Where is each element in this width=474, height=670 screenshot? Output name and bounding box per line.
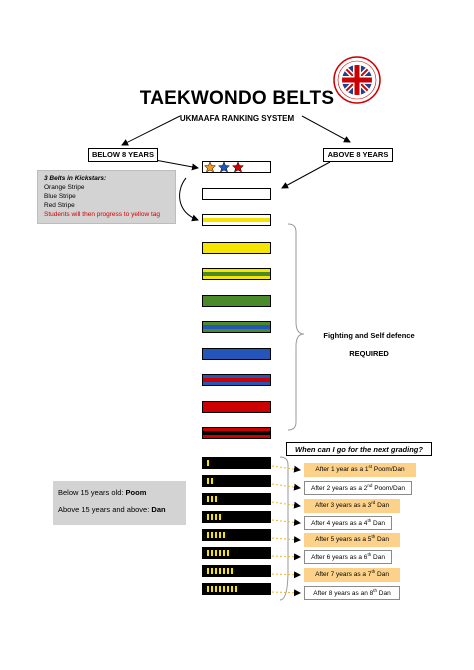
kickstars-star-belt	[202, 161, 271, 173]
grading-question: When can I go for the next grading?	[286, 442, 432, 456]
black-tag-belt	[202, 427, 271, 439]
grading-duration-3: After 3 years as a 3rd Dan	[304, 499, 400, 513]
age-rule-below-15: Below 15 years old: Poom	[58, 488, 147, 497]
poom-dan-age-rules	[53, 481, 186, 525]
kickstars-note: Students will then progress to yellow tag	[44, 211, 160, 218]
kickstars-heading: 3 Belts in Kickstars:	[44, 175, 107, 182]
1st-poom-dan-belt	[202, 457, 271, 469]
red-belt	[202, 401, 271, 413]
page-subtitle: UKMAAFA RANKING SYSTEM	[179, 114, 295, 123]
age-rule-above-15: Above 15 years and above: Dan	[58, 505, 166, 514]
4th-poom-dan-belt	[202, 511, 271, 523]
star-icons	[204, 162, 249, 172]
grading-duration-8: After 8 years as an 8th Dan	[304, 586, 400, 600]
yellow-belt	[202, 242, 271, 254]
grading-duration-1: After 1 year as a 1st Poom/Dan	[304, 463, 416, 477]
8th-poom-dan-belt	[202, 583, 271, 595]
grading-duration-4: After 4 years as a 4th Dan	[304, 516, 392, 530]
page-title: TAEKWONDO BELTS	[139, 88, 335, 109]
above-8-years-label: ABOVE 8 YEARS	[323, 148, 393, 162]
kickstars-item: Orange Stripe	[44, 184, 85, 191]
7th-poom-dan-belt	[202, 565, 271, 577]
fighting-line2: REQUIRED	[349, 349, 389, 358]
yellow-tag-belt	[202, 214, 271, 226]
3rd-poom-dan-belt	[202, 493, 271, 505]
grading-duration-7: After 7 years as a 7th Dan	[304, 568, 400, 582]
white-belt	[202, 188, 271, 200]
grading-duration-5: After 5 years as a 5th Dan	[304, 533, 400, 547]
green-tag-belt	[202, 268, 271, 280]
6th-poom-dan-belt	[202, 547, 271, 559]
kickstars-item: Blue Stripe	[44, 193, 76, 200]
blue-tag-belt	[202, 321, 271, 333]
green-belt	[202, 295, 271, 307]
blue-belt	[202, 348, 271, 360]
grading-duration-2: After 2 years as a 2nd Poom/Dan	[304, 481, 412, 495]
below-8-years-label: BELOW 8 YEARS	[88, 148, 158, 162]
red-tag-belt	[202, 374, 271, 386]
grading-duration-6: After 6 years as a 6th Dan	[304, 550, 392, 564]
fighting-requirement	[304, 331, 434, 358]
5th-poom-dan-belt	[202, 529, 271, 541]
fighting-line1: Fighting and Self defence	[323, 331, 415, 340]
kickstars-info-box	[37, 170, 176, 224]
2nd-poom-dan-belt	[202, 475, 271, 487]
kickstars-item: Red Stripe	[44, 202, 75, 209]
